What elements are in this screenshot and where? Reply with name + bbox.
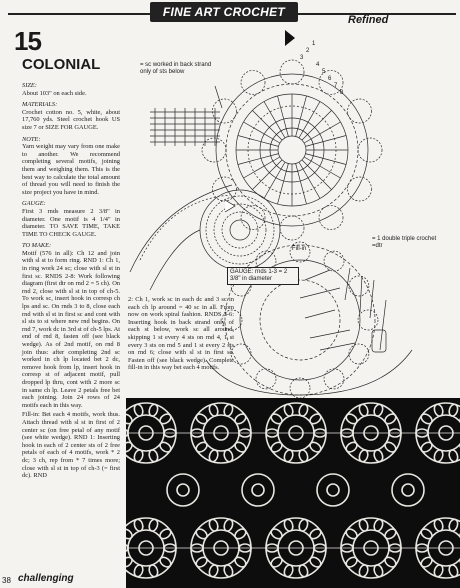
white-wedge-icon: [225, 200, 235, 212]
stitch-detail-sample: [150, 86, 222, 146]
page-number: 38: [2, 576, 11, 585]
make-label: TO MAKE:: [22, 242, 52, 250]
materials-text: Crochet cotton no. 5, white, about 17,760 yds. Steel crochet hook US size 7 or SIZE FOR GAUGE.: [22, 108, 120, 131]
fillin-text: Fill-in: Bet each 4 motifs, work thus. Attach thread with sl st in first of 2 center sc (on free petal of any motif (see white wedge). RND 1: Inserting hook in each of 2 center sts of 2 free petals of each of 4 motifs, work * 2 dc; 3 ch, rep from * 7 times more; close with sl st in top of ch-3 (= first dc). RND: [22, 411, 120, 480]
round-number-7: 7: [334, 83, 338, 89]
lace-photo: [126, 398, 460, 588]
legend-dtr: [372, 236, 442, 250]
gauge-text: First 3 rnds measure 2 3/8" in diameter. One motif is 4 1/4" in diameter. TO SAVE TIME, TAKE TIME TO CHECK GAUGE.: [22, 207, 120, 238]
round-number-3: 3: [300, 55, 304, 61]
dtr-step-illustrations: [300, 268, 386, 352]
gauge-box: GAUGE: rnds 1-3 = 2 3/8" in diameter: [227, 267, 299, 285]
round-number-4: 4: [316, 62, 320, 68]
left-arc-diagram: [130, 185, 412, 395]
round-number-8: 8: [340, 90, 344, 96]
header-subtitle: Refined: [348, 14, 389, 26]
header-banner-text: FINE ART CROCHET: [162, 5, 286, 19]
materials-label: MATERIALS:: [22, 101, 58, 109]
legend-sc-text: = sc worked in back strand only of sts below: [140, 62, 212, 75]
note-text: Yarn weight may vary from one make to another. We recommend completing several motifs, joining them and weighing them. This is the best way to calculate the total amount of thread you will need to finish the size project you have in mind.: [22, 143, 120, 196]
make-text: Motif (576 in all): Ch 12 and join with sl st to form ring. RND 1: Ch 1, in ring work 24 sc; close with sl st in first sc. RNDS 2-8: Work following diagram (first dtr on rnd 2 = 5 ch). On rnd 2, close with sl st in top of ch-5. To work sc, insert hook in corresp ch lps and sc. On rnds 3 to 8, close each rnd with sl st in first sc and cont with sl sts to st where new rnd begins. On rnd 7, work dc in 3rd st of ch-5 lps. At end of rnd 8, fasten off (see black wedge). As of 2nd motif, on rnd 8 join thus: after completing 2nd sc worked in ch lp located bet 2 dc, remove hook from lp, insert hook in corresp st of adjacent motif, pull dropped lp thru, cont with 2 more sc in same ch lp. Leave 2 petals free bet each joining. Join 24 rows of 24 motifs each in this way.: [22, 249, 120, 409]
note-label: NOTE:: [22, 135, 41, 143]
round-number-1: 1: [312, 41, 316, 47]
fill-in-label: Fill-in: [292, 246, 307, 252]
large-motif-diagram: [202, 60, 382, 240]
pattern-number: 15: [14, 26, 41, 56]
instructions-continued: 2: Ch 1, work sc in each dc and 3 sc in each ch lp around = 40 sc in all. From now on work spiral fashion. RNDS 3-6: Inserting hook in back strand only of each st below, work sc all around, skipping 1 st every 4 sts on rnd 4, 1 st every 3 sts on rnd 5 and 1 st every 2 sts on rnd 6; close with sl st in first sc. Fasten off (see black wedge). Complete fill-in in this way bet each 4 motifs.: [128, 296, 234, 372]
pattern-title: COLONIAL: [22, 56, 101, 73]
size-label: SIZE:: [22, 82, 37, 89]
lace-photo-art: [126, 398, 460, 588]
black-wedge-icon: [285, 30, 295, 46]
gauge-label: GAUGE:: [22, 200, 46, 208]
footer-brand: challenging: [18, 573, 74, 584]
fill-in-diagram: [200, 190, 280, 270]
round-number-2: 2: [306, 48, 310, 54]
round-number-6: 6: [328, 76, 332, 82]
legend-dtr-text: = 1 double triple crochet =dtr: [372, 236, 437, 249]
legend-sc-back-strand: [140, 62, 214, 76]
round-number-5: 5: [322, 69, 326, 75]
lower-motif-diagram: [222, 242, 378, 398]
size-text: About 103" on each side.: [22, 89, 87, 97]
